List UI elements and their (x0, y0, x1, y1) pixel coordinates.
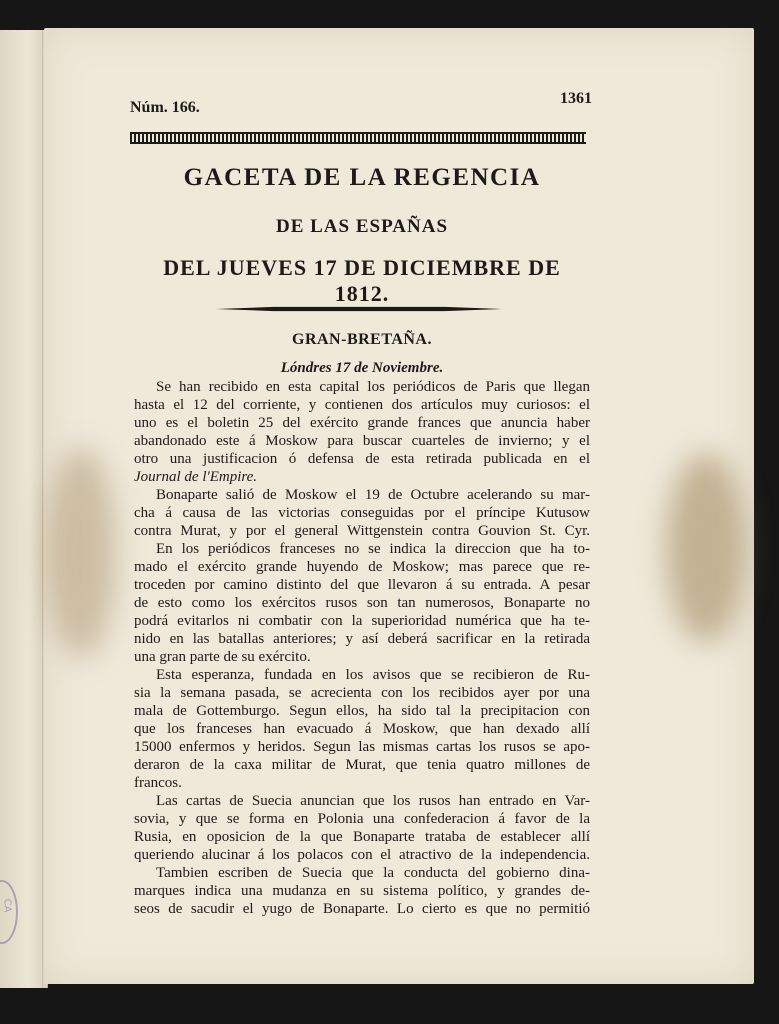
text-line: Esta esperanza, fundada en los avisos que se recibieron de Ru- (156, 667, 590, 683)
text-line: mala de Gottemburgo. Segun ellos, ha sido tal la precipitacion con (134, 703, 590, 719)
header-rule (130, 132, 586, 144)
text-line: sovia, y que se forma en Polonia una confederacion á favor de la (134, 811, 590, 827)
stain-left (46, 448, 116, 658)
text-line: deraron de la caxa militar de Murat, que tenia quatro millones de (134, 757, 590, 773)
text-line: mado el exército grande huyendo de Moskow; mas parece que re- (134, 559, 590, 575)
text-line: hasta el 12 del corriente, y contienen dos artículos muy curiosos: el (134, 397, 590, 413)
text-line: 15000 enfermos y heridos. Segun las mismas cartas los rusos se apo- (134, 739, 590, 755)
text-line: uno es el boletin 25 del exército grande frances que anuncia haber (134, 415, 590, 431)
text-line-italic: Journal de l'Empire. (134, 469, 258, 485)
text-line: de esto como los exércitos rusos son tan numerosos, Bonaparte no (134, 595, 590, 611)
text-line: que los franceses han evacuado á Moskow, que han dexado allí (134, 721, 590, 737)
stain-right (666, 453, 746, 643)
library-stamp: CA (0, 880, 18, 944)
text-line: francos. (134, 775, 182, 791)
article-body (134, 378, 590, 918)
text-line: En los periódicos franceses no se indica la direccion que ha to- (156, 541, 590, 557)
text-line: nido en las batallas anteriores; y así deberá sacrificar en la retirada (134, 631, 590, 647)
section-heading: GRAN-BRETAÑA. (292, 331, 432, 348)
gazette-title: GACETA DE LA REGENCIA (183, 164, 541, 191)
text-line: marques indica una mudanza en su sistema político, y grandes de- (134, 883, 590, 899)
page-fold-line (42, 30, 43, 988)
text-line: seos de sacudir el yugo de Bonaparte. Lo cierto es que no permitió (134, 901, 590, 917)
left-page-edge (0, 30, 48, 988)
page-number: 1361 (560, 90, 592, 107)
issue-number: Núm. 166. (130, 99, 200, 116)
text-line: Bonaparte salió de Moskow el 19 de Octubre acelerando su mar- (156, 487, 590, 503)
text-line: podrá evitarlos ni combatir con la superioridad numérica que ha te- (134, 613, 590, 629)
text-line: otro una justificacion ó defensa de esta retirada publicada en el (134, 451, 590, 467)
text-line: troceden por camino distinto del que llevaron á su entrada. A pesar (134, 577, 590, 593)
newspaper-page (44, 28, 754, 984)
text-line: sia la semana pasada, se acrecienta con los recibidos ayer por una (134, 685, 590, 701)
text-line: Tambien escriben de Suecia que la conducta del gobierno dina- (156, 865, 590, 881)
dateline-location: Lóndres 17 de Noviembre. (280, 360, 444, 376)
text-line: contra Murat, y por el general Wittgenstein contra Gouvion St. Cyr. (134, 523, 590, 539)
text-line: Las cartas de Suecia anuncian que los rusos han entrado en Var- (156, 793, 590, 809)
text-line: Rusia, en oposicion de la que Bonaparte trataba de establecer allí (134, 829, 590, 845)
gazette-dateline: DEL JUEVES 17 DE DICIEMBRE DE 1812. (163, 255, 561, 306)
gazette-subtitle: DE LAS ESPAÑAS (275, 216, 449, 237)
text-line: una gran parte de su exército. (134, 649, 311, 665)
text-line: queriendo alucinar á los polacos con el atractivo de la independencia. (134, 847, 590, 863)
text-line: cha á causa de las victorias conseguidas por el príncipe Kutusow (134, 505, 590, 521)
text-line: Se han recibido en esta capital los periódicos de Paris que llegan (156, 379, 590, 395)
text-line: abandonado este á Moskow para buscar cuarteles de invierno; y el (134, 433, 590, 449)
